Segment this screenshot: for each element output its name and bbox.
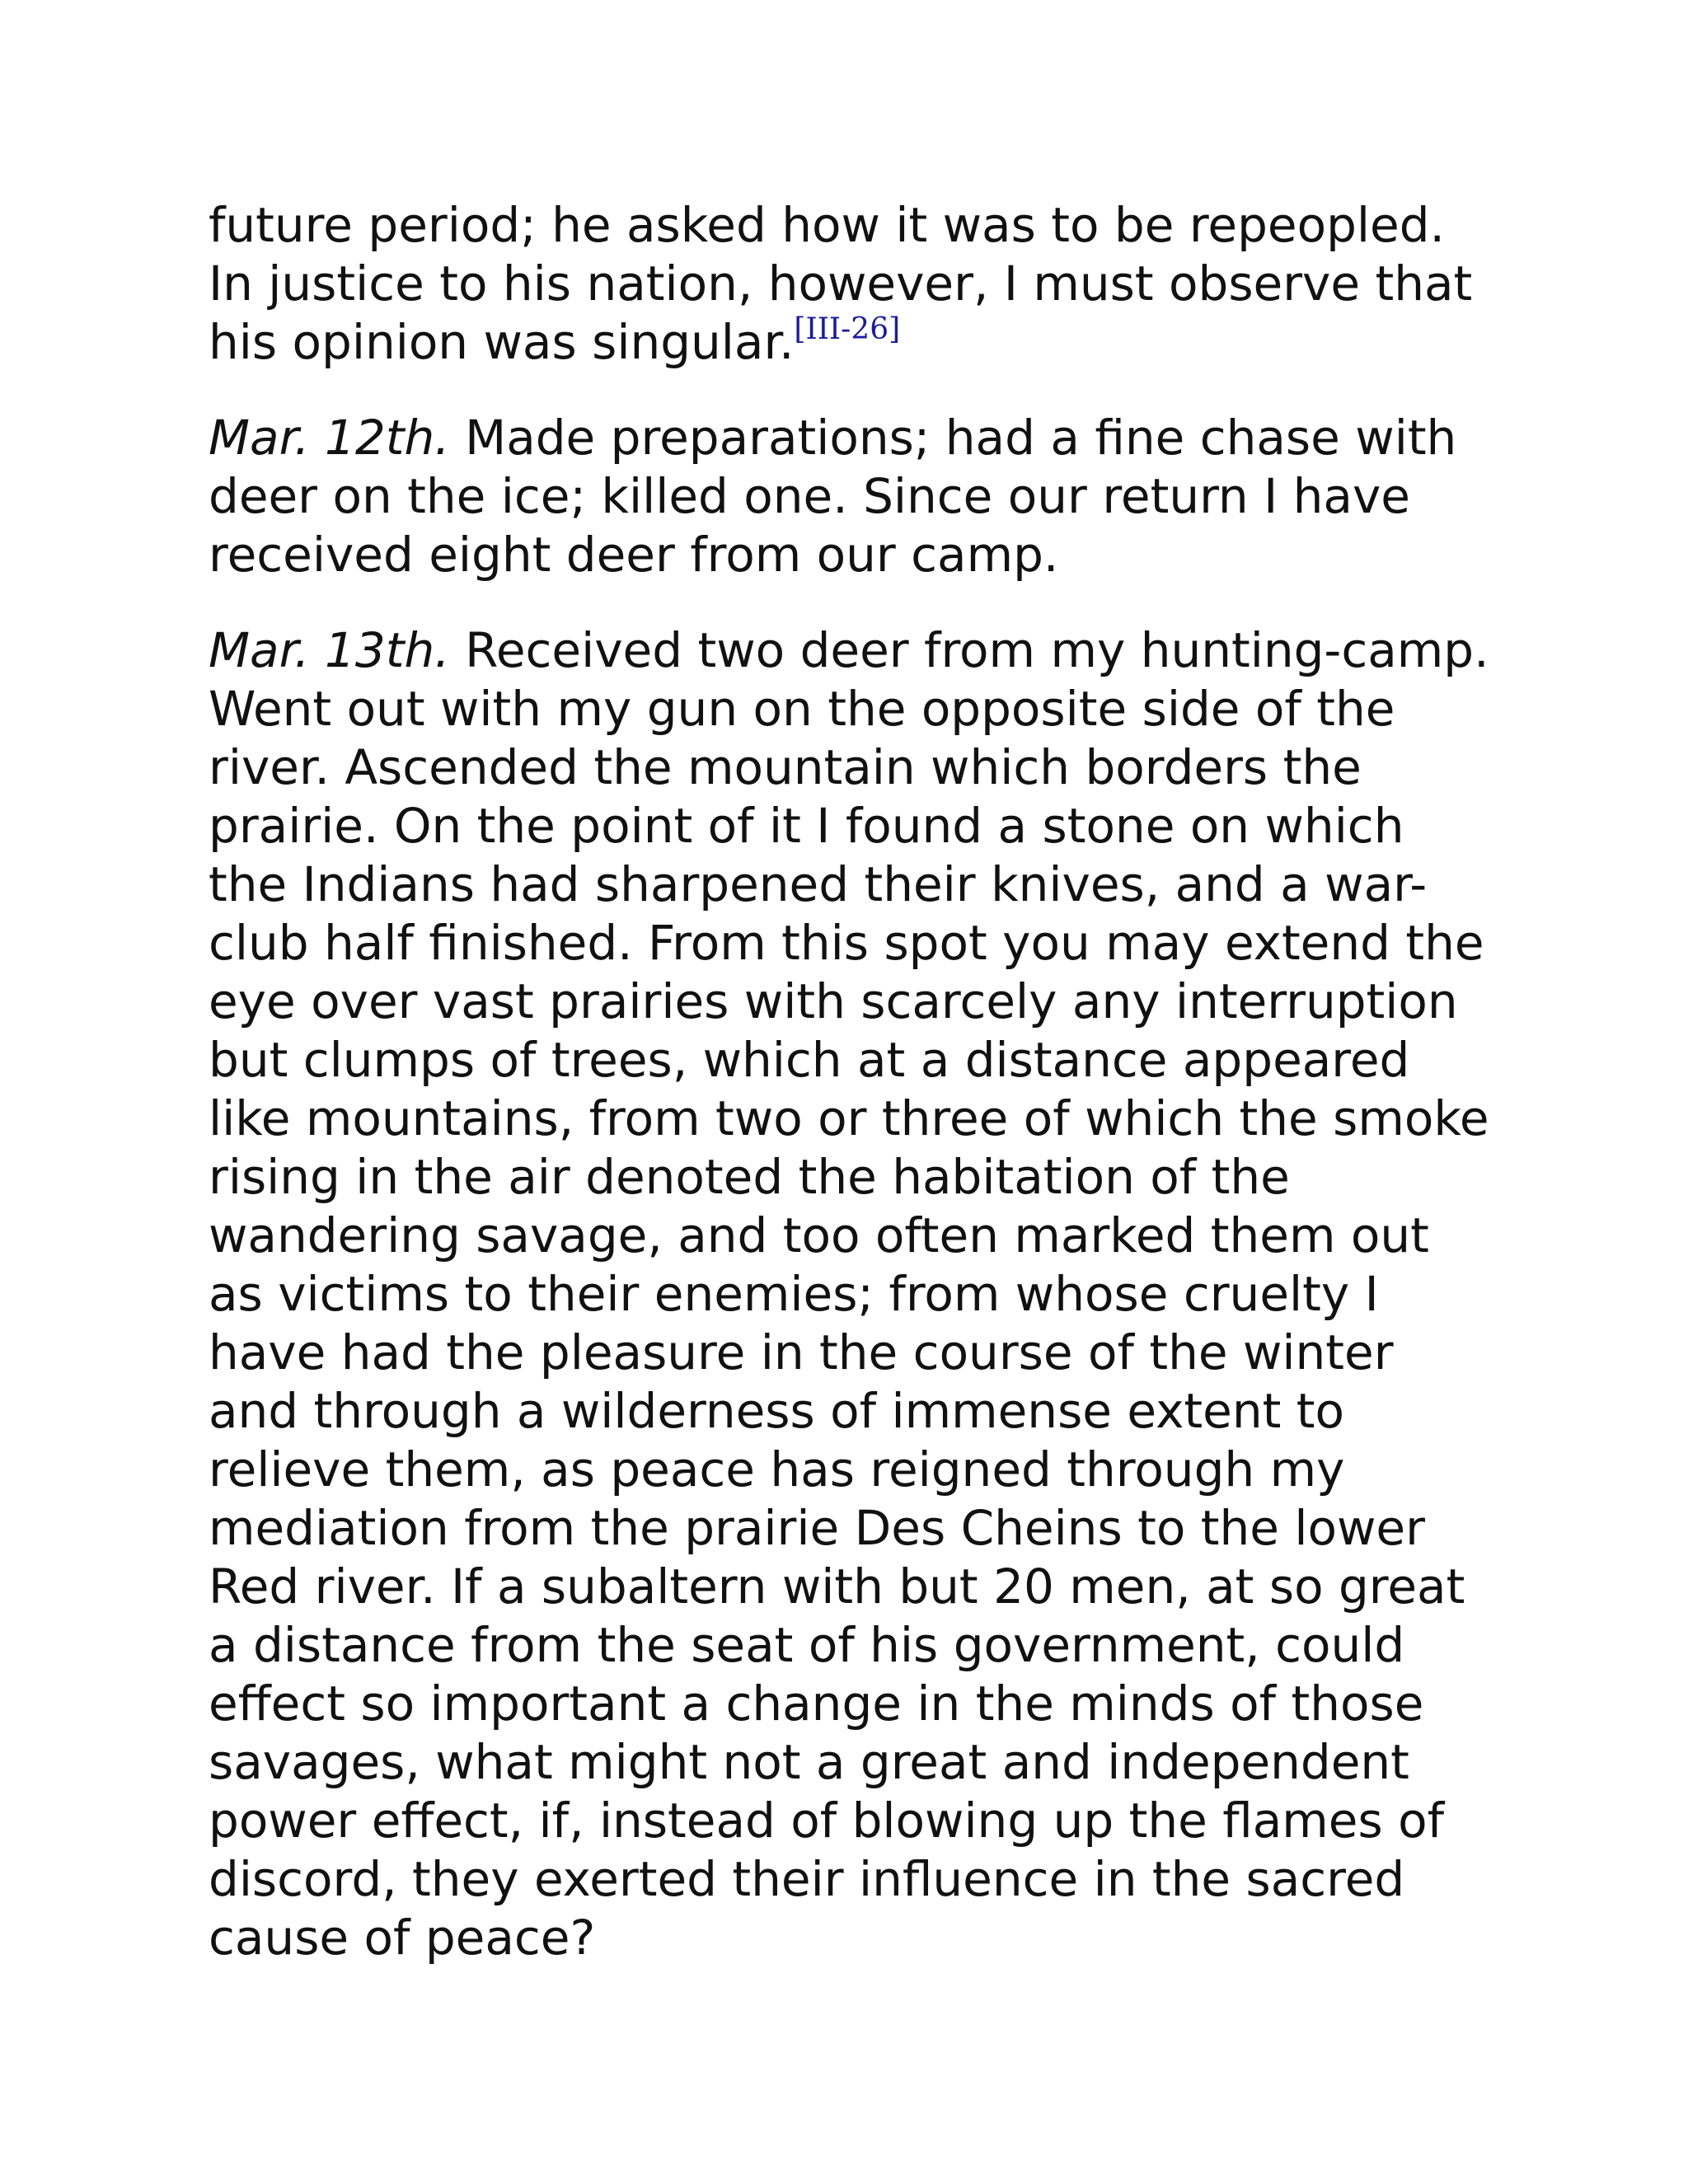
paragraph-text: Made preparations; had a fine chase with deer on the ice; killed one. Since our return I have received eight deer from our camp.: [209, 410, 1457, 583]
paragraph-text: future period; he asked how it was to be repeopled. In justice to his nation, however, I must observe that his opinion was singular.: [209, 197, 1473, 370]
entry-date: Mar. 12th.: [209, 410, 450, 466]
footnote-link[interactable]: [III-26]: [794, 312, 901, 346]
paragraph-mar-13: [209, 621, 1494, 1967]
paragraph-text: Received two deer from my hunting-camp. Went out with my gun on the opposite side of the river. Ascended the mountain which borders the prairie. On the point of it I found a stone on which the Indians had sharpened their knives, and a war-club half finished. From this spot you may extend the eye over vast prairies with scarcely any interruption but clumps of trees, which at a distance appeared like mountains, from two or three of which the smoke rising in the air denoted the habitation of the wandering savage, and too often marked them out as victims to their enemies; from whose cruelty I have had the pleasure in the course of the winter and through a wilderness of immense extent to relieve them, as peace has reigned through my mediation from the prairie Des Cheins to the lower Red river. If a subaltern with but 20 men, at so great a distance from the seat of his government, could effect so important a change in the minds of those savages, what might not a great and independent power effect, if, instead of blowing up the flames of discord, they exerted their influence in the sacred cause of peace?: [209, 622, 1489, 1966]
document-page: [209, 196, 1494, 2004]
paragraph-mar-12: [209, 409, 1494, 584]
paragraph-repeopled: [209, 196, 1494, 372]
entry-date: Mar. 13th.: [209, 622, 450, 678]
